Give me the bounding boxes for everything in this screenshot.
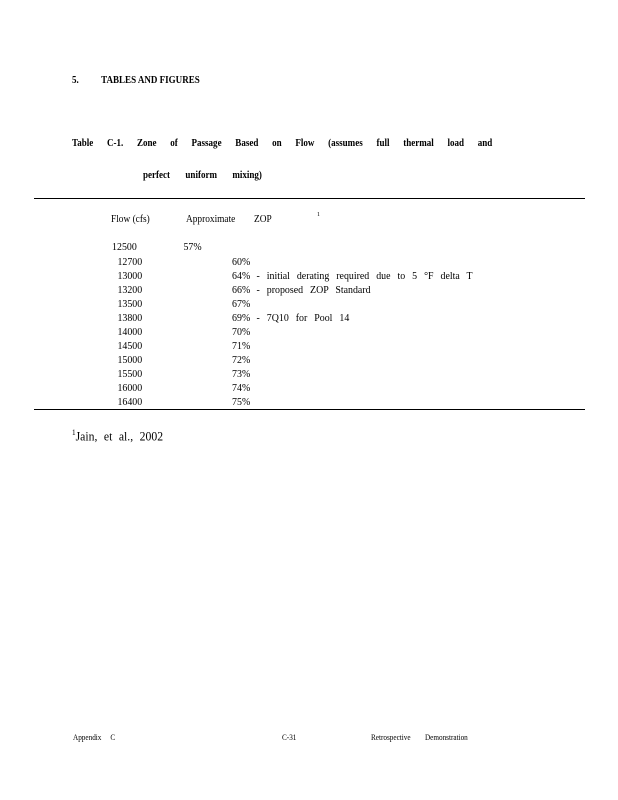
table-caption-line1: Table C-1. Zone of Passage Based on Flow (assumes full thermal load and <box>72 137 493 149</box>
footer-left: Appendix C <box>73 733 116 742</box>
section-heading <box>72 74 200 86</box>
section-number: 5. <box>72 74 79 86</box>
footnote-marker: 1 <box>72 428 76 437</box>
table-caption-line2: perfect uniform mixing) <box>143 169 262 181</box>
table-bottom-rule <box>34 409 585 410</box>
header-flow: Flow (cfs) <box>111 213 150 225</box>
footer-page-number: C-31 <box>282 733 297 742</box>
section-title: TABLES AND FIGURES <box>101 74 200 86</box>
footer-right: Retrospective Demonstration <box>371 733 468 742</box>
flow-value: 14000 <box>117 326 143 338</box>
footnote-text: Jain, et al., 2002 <box>75 428 164 444</box>
header-footnote-ref: 1 <box>317 212 320 218</box>
flow-value: 15500 <box>117 368 143 380</box>
flow-value: 13200 <box>117 284 143 296</box>
zop-value: 69% <box>232 312 251 324</box>
zop-value: 66% <box>232 284 251 296</box>
zop-value: 71% <box>232 340 251 352</box>
header-zop: ZOP <box>254 213 272 225</box>
flow-value: 13500 <box>117 298 143 310</box>
zop-value: 74% <box>232 382 251 394</box>
flow-value: 16400 <box>117 396 143 408</box>
flow-value: 12500 <box>112 241 137 253</box>
zop-value: 60% <box>232 256 251 268</box>
zop-value: 75% <box>232 396 251 408</box>
zop-value: 64% <box>232 270 251 282</box>
table-top-rule <box>34 198 585 199</box>
flow-value: 13000 <box>117 270 143 282</box>
zop-value: 70% <box>232 326 251 338</box>
zop-value: 67% <box>232 298 251 310</box>
row-note: - proposed ZOP Standard <box>256 284 371 296</box>
flow-value: 16000 <box>117 382 143 394</box>
flow-value: 13800 <box>117 312 143 324</box>
row-note: - initial derating required due to 5 °F delta T <box>256 270 473 282</box>
flow-value: 15000 <box>117 354 143 366</box>
zop-value: 73% <box>232 368 251 380</box>
zop-value: 57% <box>183 241 202 253</box>
footnote <box>72 428 163 444</box>
header-approximate: Approximate <box>186 213 236 225</box>
flow-value: 14500 <box>117 340 143 352</box>
zop-value: 72% <box>232 354 251 366</box>
row-note: - 7Q10 for Pool 14 <box>256 312 350 324</box>
flow-value: 12700 <box>117 256 143 268</box>
